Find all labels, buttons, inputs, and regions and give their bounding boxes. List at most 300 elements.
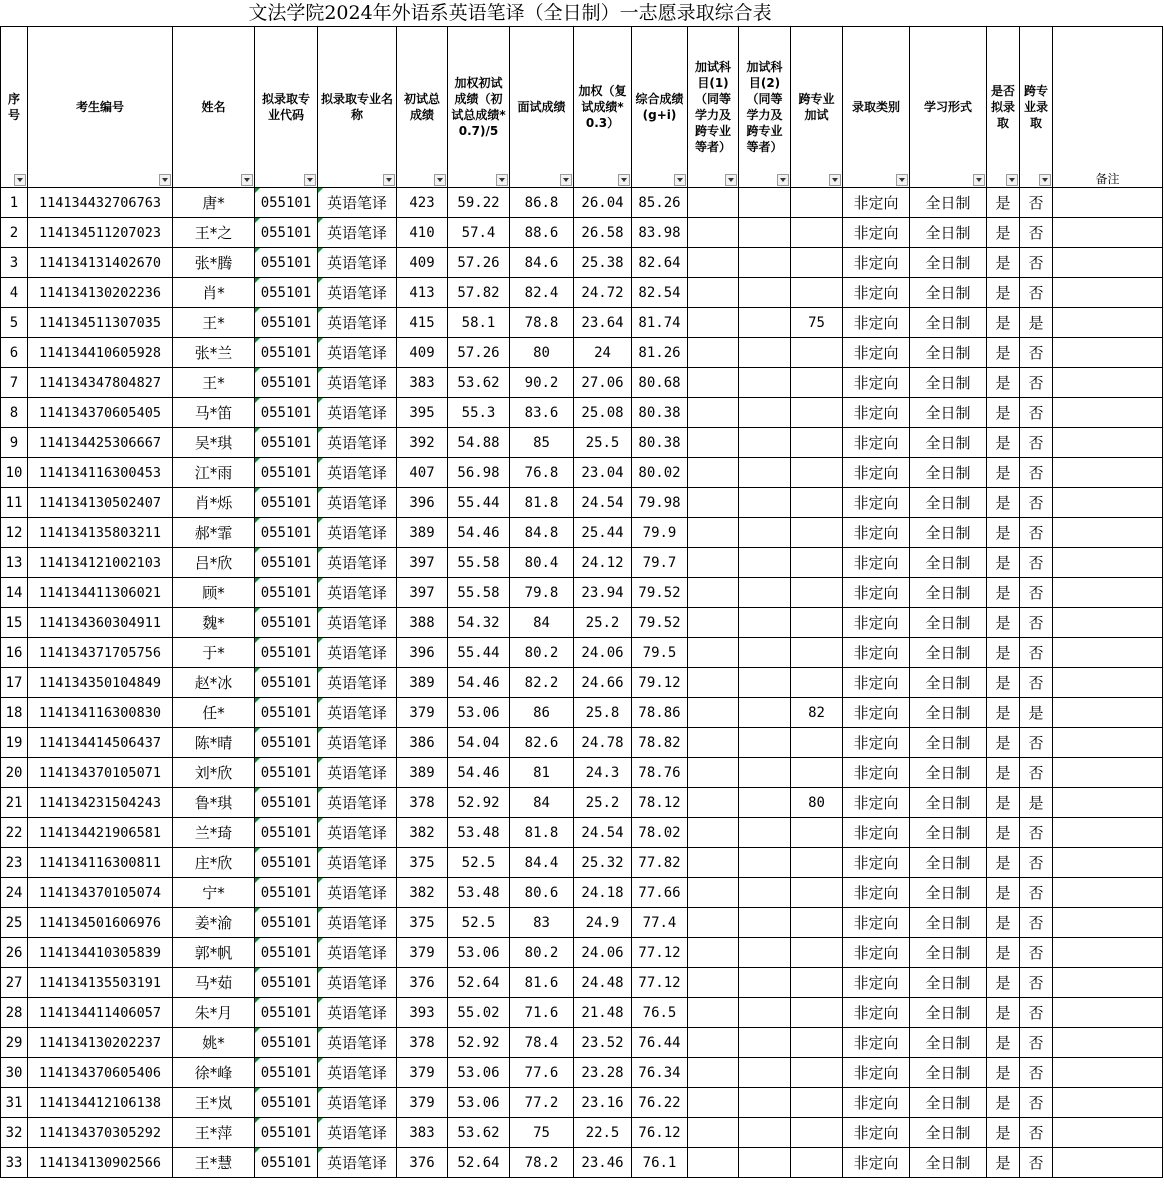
column-header [448, 27, 510, 188]
table-cell: 英语笔译 [318, 398, 397, 428]
table-cell: 否 [1020, 998, 1053, 1028]
column-header [510, 27, 574, 188]
table-cell: 是 [987, 998, 1020, 1028]
table-cell: 82 [791, 698, 843, 728]
table-cell: 25.08 [574, 398, 632, 428]
table-cell: 114134425306667 [28, 428, 173, 458]
table-cell [791, 398, 843, 428]
table-cell: 全日制 [910, 1148, 987, 1178]
column-header-label: 综合成绩(g+i) [635, 92, 684, 122]
table-cell: 81.26 [632, 338, 688, 368]
table-cell: 57.26 [448, 248, 510, 278]
table-cell: 27.06 [574, 368, 632, 398]
table-cell: 全日制 [910, 818, 987, 848]
table-cell: 英语笔译 [318, 188, 397, 218]
table-cell: 英语笔译 [318, 218, 397, 248]
table-cell: 全日制 [910, 968, 987, 998]
table-cell: 否 [1020, 218, 1053, 248]
table-cell: 24.06 [574, 938, 632, 968]
table-cell [739, 1118, 791, 1148]
table-cell: 全日制 [910, 698, 987, 728]
table-cell [739, 398, 791, 428]
table-cell: 28 [1, 998, 28, 1028]
table-cell: 52.5 [448, 908, 510, 938]
table-cell: 114134135503191 [28, 968, 173, 998]
filter-dropdown-icon[interactable] [14, 174, 26, 186]
table-cell: 77.2 [510, 1088, 574, 1118]
table-cell: 29 [1, 1028, 28, 1058]
table-cell: 82.2 [510, 668, 574, 698]
table-cell: 379 [397, 938, 448, 968]
table-cell: 是 [987, 368, 1020, 398]
table-cell: 否 [1020, 578, 1053, 608]
filter-dropdown-icon[interactable] [1006, 174, 1018, 186]
table-cell [688, 308, 739, 338]
table-cell: 86 [510, 698, 574, 728]
table-cell [739, 188, 791, 218]
table-cell: 24.18 [574, 878, 632, 908]
table-cell: 非定向 [843, 548, 910, 578]
table-cell: 79.8 [510, 578, 574, 608]
table-cell: 24.12 [574, 548, 632, 578]
table-cell [1053, 848, 1163, 878]
column-header [318, 27, 397, 188]
table-cell [1053, 1088, 1163, 1118]
table-cell: 英语笔译 [318, 1058, 397, 1088]
table-cell: 非定向 [843, 1088, 910, 1118]
table-cell: 114134130902566 [28, 1148, 173, 1178]
table-cell: 非定向 [843, 1058, 910, 1088]
table-cell: 否 [1020, 1088, 1053, 1118]
table-cell [688, 548, 739, 578]
table-cell: 是 [987, 308, 1020, 338]
filter-dropdown-icon[interactable] [241, 174, 253, 186]
table-cell [1053, 758, 1163, 788]
table-row [1, 308, 1163, 338]
table-cell: 25 [1, 908, 28, 938]
table-cell: 于* [173, 638, 255, 668]
table-cell: 13 [1, 548, 28, 578]
table-cell: 24 [1, 878, 28, 908]
table-cell: 80.2 [510, 938, 574, 968]
table-cell: 83 [510, 908, 574, 938]
table-cell: 全日制 [910, 428, 987, 458]
table-cell: 非定向 [843, 428, 910, 458]
table-body [1, 188, 1163, 1178]
table-cell: 52.92 [448, 1028, 510, 1058]
table-cell: 英语笔译 [318, 968, 397, 998]
table-cell: 114134411406057 [28, 998, 173, 1028]
table-row [1, 998, 1163, 1028]
table-row [1, 338, 1163, 368]
table-cell: 非定向 [843, 608, 910, 638]
table-cell: 姜*渝 [173, 908, 255, 938]
table-cell: 全日制 [910, 398, 987, 428]
table-cell: 114134350104849 [28, 668, 173, 698]
table-cell: 055101 [255, 428, 318, 458]
table-cell: 24.66 [574, 668, 632, 698]
table-cell: 055101 [255, 308, 318, 338]
table-cell: 姚* [173, 1028, 255, 1058]
table-cell: 否 [1020, 518, 1053, 548]
table-cell [1053, 368, 1163, 398]
table-cell: 是 [987, 638, 1020, 668]
table-cell: 055101 [255, 728, 318, 758]
table-cell: 是 [1020, 698, 1053, 728]
table-row [1, 518, 1163, 548]
table-cell: 396 [397, 638, 448, 668]
filter-dropdown-icon[interactable] [1039, 174, 1051, 186]
table-cell [739, 278, 791, 308]
table-cell: 84.8 [510, 518, 574, 548]
table-cell: 58.1 [448, 308, 510, 338]
table-cell: 17 [1, 668, 28, 698]
table-cell: 全日制 [910, 308, 987, 338]
table-cell: 055101 [255, 548, 318, 578]
table-cell: 英语笔译 [318, 788, 397, 818]
table-cell [739, 1088, 791, 1118]
table-cell: 非定向 [843, 878, 910, 908]
table-cell: 393 [397, 998, 448, 1028]
filter-dropdown-icon[interactable] [777, 174, 789, 186]
table-cell [739, 638, 791, 668]
table-cell [791, 278, 843, 308]
column-header [688, 27, 739, 188]
table-cell: 59.22 [448, 188, 510, 218]
table-cell: 全日制 [910, 1028, 987, 1058]
table-cell: 114134410605928 [28, 338, 173, 368]
table-row [1, 1118, 1163, 1148]
table-cell: 84 [510, 788, 574, 818]
table-cell: 否 [1020, 938, 1053, 968]
table-cell: 全日制 [910, 788, 987, 818]
table-row [1, 818, 1163, 848]
table-cell: 83.98 [632, 218, 688, 248]
table-cell [739, 698, 791, 728]
table-cell: 否 [1020, 848, 1053, 878]
table-cell: 055101 [255, 818, 318, 848]
table-cell [791, 968, 843, 998]
filter-dropdown-icon[interactable] [829, 174, 841, 186]
table-cell [791, 578, 843, 608]
table-cell: 055101 [255, 1118, 318, 1148]
table-cell [1053, 638, 1163, 668]
table-cell: 是 [987, 848, 1020, 878]
header-row [1, 27, 1163, 188]
table-cell: 423 [397, 188, 448, 218]
table-cell: 英语笔译 [318, 668, 397, 698]
table-cell: 114134130502407 [28, 488, 173, 518]
table-row [1, 638, 1163, 668]
table-cell [1053, 1058, 1163, 1088]
table-cell [688, 458, 739, 488]
table-cell: 否 [1020, 1028, 1053, 1058]
table-cell: 32 [1, 1118, 28, 1148]
column-header-label: 备注 [1095, 172, 1120, 186]
table-row [1, 878, 1163, 908]
table-cell [688, 218, 739, 248]
table-cell: 114134130202237 [28, 1028, 173, 1058]
table-cell: 55.58 [448, 548, 510, 578]
table-cell: 055101 [255, 368, 318, 398]
table-cell [688, 248, 739, 278]
table-cell: 24.54 [574, 818, 632, 848]
table-cell: 马*笛 [173, 398, 255, 428]
table-cell: 409 [397, 248, 448, 278]
table-cell: 76.44 [632, 1028, 688, 1058]
table-row [1, 578, 1163, 608]
table-cell: 非定向 [843, 998, 910, 1028]
column-header [1, 27, 28, 188]
table-cell: 全日制 [910, 908, 987, 938]
table-cell: 英语笔译 [318, 338, 397, 368]
table-cell: 055101 [255, 788, 318, 818]
table-cell [688, 1058, 739, 1088]
table-cell: 055101 [255, 338, 318, 368]
table-cell: 114134370605406 [28, 1058, 173, 1088]
table-cell: 英语笔译 [318, 938, 397, 968]
table-cell: 055101 [255, 638, 318, 668]
table-cell: 9 [1, 428, 28, 458]
table-row [1, 188, 1163, 218]
column-header-label: 拟录取专业名称 [320, 92, 393, 122]
table-cell: 71.6 [510, 998, 574, 1028]
table-cell [1053, 248, 1163, 278]
table-cell: 英语笔译 [318, 878, 397, 908]
table-cell [1053, 548, 1163, 578]
table-cell [739, 968, 791, 998]
table-cell [791, 428, 843, 458]
table-cell: 徐*峰 [173, 1058, 255, 1088]
table-cell: 379 [397, 698, 448, 728]
table-cell: 4 [1, 278, 28, 308]
table-cell: 376 [397, 968, 448, 998]
table-cell [739, 548, 791, 578]
column-header-label: 加试科目(1)（同等学力及跨专业等者） [694, 60, 731, 154]
table-cell: 397 [397, 548, 448, 578]
filter-dropdown-icon[interactable] [304, 174, 316, 186]
filter-dropdown-icon[interactable] [383, 174, 395, 186]
table-row [1, 608, 1163, 638]
table-cell: 81.6 [510, 968, 574, 998]
table-cell [688, 368, 739, 398]
table-cell: 53.06 [448, 938, 510, 968]
table-cell: 英语笔译 [318, 818, 397, 848]
table-cell: 114134370105071 [28, 758, 173, 788]
table-cell [1053, 908, 1163, 938]
table-cell: 非定向 [843, 368, 910, 398]
sheet-title: 文法学院2024年外语系英语笔译（全日制）一志愿录取综合表 [248, 2, 772, 24]
table-cell: 否 [1020, 278, 1053, 308]
table-cell: 33 [1, 1148, 28, 1178]
table-cell: 407 [397, 458, 448, 488]
table-cell: 全日制 [910, 848, 987, 878]
table-cell [739, 758, 791, 788]
table-cell: 26 [1, 938, 28, 968]
table-cell [1053, 698, 1163, 728]
table-cell: 055101 [255, 698, 318, 728]
table-cell [791, 1058, 843, 1088]
filter-dropdown-icon[interactable] [973, 174, 985, 186]
table-cell [1053, 1118, 1163, 1148]
table-cell: 84 [510, 608, 574, 638]
table-cell: 52.5 [448, 848, 510, 878]
table-cell: 郝*霏 [173, 518, 255, 548]
table-cell: 2 [1, 218, 28, 248]
table-cell: 英语笔译 [318, 368, 397, 398]
table-cell: 是 [987, 398, 1020, 428]
table-cell: 英语笔译 [318, 428, 397, 458]
table-cell: 全日制 [910, 368, 987, 398]
column-header-label: 加试科目(2)（同等学力及跨专业等者） [746, 60, 783, 154]
table-cell: 24.72 [574, 278, 632, 308]
table-cell: 055101 [255, 248, 318, 278]
table-cell: 388 [397, 608, 448, 638]
table-cell: 90.2 [510, 368, 574, 398]
column-header-label: 学习形式 [923, 100, 972, 114]
table-cell: 王*慧 [173, 1148, 255, 1178]
table-cell: 81.74 [632, 308, 688, 338]
filter-dropdown-icon[interactable] [674, 174, 686, 186]
table-cell [1053, 1028, 1163, 1058]
table-cell [1053, 878, 1163, 908]
column-header-label: 姓名 [201, 100, 226, 114]
table-cell [791, 188, 843, 218]
table-cell: 14 [1, 578, 28, 608]
table-cell: 是 [987, 1088, 1020, 1118]
table-cell [739, 998, 791, 1028]
table-cell: 是 [987, 518, 1020, 548]
table-cell: 52.92 [448, 788, 510, 818]
table-cell: 全日制 [910, 758, 987, 788]
table-cell: 非定向 [843, 308, 910, 338]
table-cell [688, 638, 739, 668]
table-cell: 否 [1020, 458, 1053, 488]
table-cell: 25.44 [574, 518, 632, 548]
table-cell: 否 [1020, 608, 1053, 638]
table-cell: 英语笔译 [318, 638, 397, 668]
table-cell [739, 218, 791, 248]
table-cell: 全日制 [910, 728, 987, 758]
table-cell [688, 818, 739, 848]
table-cell [1053, 458, 1163, 488]
table-cell: 413 [397, 278, 448, 308]
filter-dropdown-icon[interactable] [560, 174, 572, 186]
table-cell: 8 [1, 398, 28, 428]
filter-dropdown-icon[interactable] [618, 174, 630, 186]
table-cell: 78.8 [510, 308, 574, 338]
table-row [1, 668, 1163, 698]
table-cell: 84.4 [510, 848, 574, 878]
table-cell: 19 [1, 728, 28, 758]
table-cell: 是 [987, 728, 1020, 758]
table-cell: 78.02 [632, 818, 688, 848]
table-cell: 否 [1020, 548, 1053, 578]
filter-dropdown-icon[interactable] [725, 174, 737, 186]
table-cell: 否 [1020, 968, 1053, 998]
table-cell: 18 [1, 698, 28, 728]
table-cell: 114134421906581 [28, 818, 173, 848]
table-cell [1053, 788, 1163, 818]
table-cell [791, 608, 843, 638]
filter-dropdown-icon[interactable] [896, 174, 908, 186]
column-header [1053, 27, 1163, 188]
table-cell: 非定向 [843, 758, 910, 788]
table-cell: 25.8 [574, 698, 632, 728]
table-cell: 肖*烁 [173, 488, 255, 518]
table-cell: 英语笔译 [318, 248, 397, 278]
table-cell: 魏* [173, 608, 255, 638]
table-cell [791, 938, 843, 968]
table-cell [688, 1028, 739, 1058]
table-cell: 114134414506437 [28, 728, 173, 758]
table-cell: 是 [987, 788, 1020, 818]
table-row [1, 848, 1163, 878]
table-cell: 055101 [255, 1028, 318, 1058]
column-header-label: 加权初试成绩（初试总成绩*0.7)/5 [451, 76, 506, 138]
table-cell: 76.8 [510, 458, 574, 488]
filter-dropdown-icon[interactable] [159, 174, 171, 186]
table-cell: 否 [1020, 1148, 1053, 1178]
table-row [1, 1028, 1163, 1058]
table-cell: 非定向 [843, 788, 910, 818]
table-cell: 是 [987, 278, 1020, 308]
table-cell: 114134370105074 [28, 878, 173, 908]
table-cell: 79.52 [632, 608, 688, 638]
table-cell: 英语笔译 [318, 458, 397, 488]
table-cell [1053, 188, 1163, 218]
table-cell: 是 [1020, 788, 1053, 818]
table-cell [1053, 818, 1163, 848]
table-cell [791, 818, 843, 848]
column-header [632, 27, 688, 188]
table-cell: 英语笔译 [318, 608, 397, 638]
table-cell: 是 [987, 458, 1020, 488]
table-cell: 24.78 [574, 728, 632, 758]
table-row [1, 788, 1163, 818]
table-cell [1053, 608, 1163, 638]
table-cell: 53.06 [448, 698, 510, 728]
filter-dropdown-icon[interactable] [496, 174, 508, 186]
table-cell: 非定向 [843, 218, 910, 248]
table-cell: 53.48 [448, 878, 510, 908]
table-cell: 114134410305839 [28, 938, 173, 968]
table-cell [688, 938, 739, 968]
table-row [1, 728, 1163, 758]
table-cell: 3 [1, 248, 28, 278]
table-cell: 114134370605405 [28, 398, 173, 428]
table-cell: 是 [987, 758, 1020, 788]
table-cell [791, 998, 843, 1028]
table-cell: 全日制 [910, 488, 987, 518]
table-cell: 非定向 [843, 518, 910, 548]
filter-dropdown-icon[interactable] [434, 174, 446, 186]
table-row [1, 428, 1163, 458]
table-cell: 409 [397, 338, 448, 368]
table-cell: 83.6 [510, 398, 574, 428]
table-cell [688, 1088, 739, 1118]
table-cell: 76.5 [632, 998, 688, 1028]
table-cell [791, 458, 843, 488]
table-cell: 肖* [173, 278, 255, 308]
table-cell: 否 [1020, 878, 1053, 908]
table-cell [688, 518, 739, 548]
table-cell: 78.2 [510, 1148, 574, 1178]
table-cell [791, 488, 843, 518]
column-header [28, 27, 173, 188]
table-cell: 否 [1020, 758, 1053, 788]
table-cell: 全日制 [910, 1058, 987, 1088]
